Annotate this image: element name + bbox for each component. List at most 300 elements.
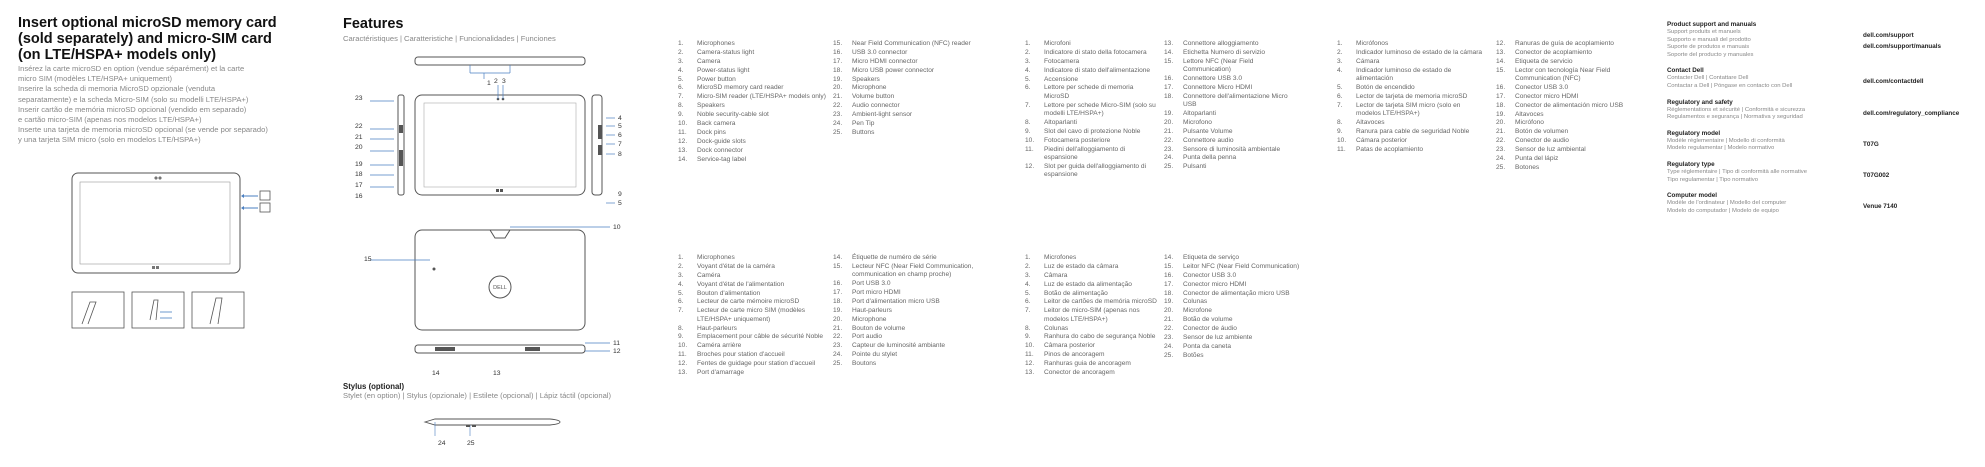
list-item — [1164, 316, 1314, 324]
list-item — [1164, 307, 1314, 315]
list-item-number: 8. — [1025, 324, 1031, 332]
list-item-number: 20. — [1496, 119, 1506, 127]
info-section-value[interactable]: T07G — [1863, 140, 1879, 148]
list-item-number: 4. — [678, 66, 684, 74]
list-item-text: Haut-parleurs — [697, 324, 737, 332]
info-section-value[interactable]: T07G002 — [1863, 171, 1890, 179]
list-item-number: 25. — [833, 128, 843, 136]
info-section-value[interactable]: dell.com/support — [1863, 32, 1914, 39]
list-item-text: Conector micro HDMI — [1515, 92, 1579, 100]
list-item-text: Volume button — [852, 93, 895, 101]
insert-illustration — [60, 170, 280, 330]
list-item-text: Colunas — [1183, 298, 1208, 306]
list-item-number: 11. — [678, 351, 687, 359]
list-item — [1025, 76, 1160, 84]
list-item-number: 25. — [1164, 351, 1174, 359]
list-item-number: 12. — [1025, 360, 1035, 368]
list-item — [833, 58, 983, 66]
list-item-number: 9. — [678, 111, 684, 119]
list-item — [1164, 93, 1299, 110]
info-section — [1667, 191, 1972, 215]
list-item — [1164, 334, 1314, 342]
list-item — [1025, 58, 1160, 66]
list-item-text: Boutons — [852, 360, 877, 368]
callout-1: 1 — [487, 80, 491, 87]
list-item-number: 13. — [1496, 48, 1506, 56]
info-section — [1667, 98, 1972, 122]
list-item — [833, 289, 983, 297]
translation-line: Insérez la carte microSD en option (vendue séparément) et la carte — [18, 64, 245, 73]
insert-title-line-2: (sold separately) and micro-SIM card — [18, 31, 272, 47]
tablet-left-edge — [398, 95, 404, 195]
info-section-title: Computer model — [1667, 192, 1718, 200]
list-item — [1025, 360, 1160, 368]
info-section-title: Product support and manuals — [1667, 21, 1757, 28]
list-item — [1164, 137, 1299, 145]
list-item-text: Conector de ancoragem — [1044, 368, 1115, 376]
list-item-text: Micro-SIM reader (LTE/HSPA+ models only) — [697, 93, 826, 101]
list-item — [1337, 40, 1487, 48]
list-item-number: 5. — [1025, 75, 1031, 83]
list-item-number: 22. — [1164, 325, 1174, 333]
list-item-number: 14. — [678, 155, 688, 163]
list-item-text: Punta del lápiz — [1515, 154, 1559, 162]
info-section-title: Regulatory model — [1667, 129, 1721, 137]
list-item-text: Lecteur de carte mémoire microSD — [697, 298, 800, 306]
list-item-text: Câmara — [1044, 271, 1068, 279]
list-item — [833, 263, 983, 280]
list-item — [1025, 119, 1160, 127]
callout-8: 8 — [618, 151, 622, 158]
list-item — [1164, 325, 1314, 333]
callout-5b: 5 — [618, 200, 622, 207]
features-heading: Features — [343, 16, 404, 32]
list-item — [1025, 369, 1160, 377]
list-item — [678, 84, 828, 92]
list-item-text: Service-tag label — [697, 155, 747, 163]
list-item-number: 13. — [1164, 40, 1174, 47]
list-item-text: Altavoces — [1515, 110, 1544, 118]
callout-21: 21 — [355, 133, 363, 141]
list-item-number: 9. — [678, 333, 684, 341]
list-item — [1337, 119, 1487, 127]
list-item — [1025, 40, 1160, 48]
insert-title-line-3: (on LTE/HSPA+ models only) — [18, 47, 217, 63]
callout-20: 20 — [355, 144, 363, 152]
list-item-number: 10. — [678, 342, 688, 350]
list-item-text: Microfoni — [1044, 40, 1071, 47]
list-item-text: Ambient-light sensor — [852, 111, 913, 119]
list-pt-b — [1164, 254, 1314, 361]
callout-7: 7 — [618, 141, 622, 148]
list-item-number: 4. — [678, 280, 684, 288]
list-item — [833, 307, 983, 315]
list-item — [1025, 102, 1160, 119]
list-item — [1025, 290, 1160, 298]
list-item-number: 24. — [833, 351, 843, 359]
list-item-number: 11. — [1025, 145, 1034, 153]
list-item — [1496, 40, 1646, 48]
list-item-number: 24. — [1496, 154, 1506, 162]
list-item-number: 17. — [1496, 92, 1506, 100]
translation-line: e cartão micro-SIM (apenas nos modelos LTE/HSPA+) — [18, 115, 202, 125]
list-item-text: Botón de encendido — [1356, 83, 1415, 91]
list-item-text: Near Field Communication (NFC) reader — [852, 40, 971, 47]
list-item — [1025, 333, 1160, 341]
stylus-title: Stylus (optional) — [343, 382, 405, 391]
list-item-number: 14. — [1164, 48, 1174, 56]
list-item — [678, 325, 828, 333]
list-item-text: Connettore audio — [1183, 136, 1234, 144]
list-item-number: 21. — [833, 93, 843, 101]
list-item — [833, 93, 983, 101]
list-item-number: 1. — [678, 40, 684, 47]
list-item-text: Haut-parleurs — [852, 306, 892, 314]
info-block — [1667, 20, 1972, 222]
list-item-text: Voyant d'état de l'alimentation — [697, 280, 785, 288]
list-item-text: Lector con tecnología Near Field Communication (NFC) — [1515, 66, 1611, 82]
list-item-number: 2. — [1025, 48, 1031, 56]
svg-text:DELL: DELL — [493, 285, 507, 291]
list-item-text: Connettore alloggiamento — [1183, 40, 1259, 47]
info-section-line: Modelo do computador | Modelo de equipo — [1667, 207, 1779, 214]
list-item-text: Micro USB power connector — [852, 66, 935, 74]
list-item — [833, 254, 983, 262]
list-item — [1164, 75, 1299, 83]
list-es-b — [1496, 40, 1646, 173]
list-item-text: Micrófonos — [1356, 40, 1389, 47]
info-section-value[interactable]: dell.com/regulatory_compliance — [1863, 109, 1960, 117]
callout-4: 4 — [618, 115, 622, 122]
list-item-text: Microphone — [852, 84, 887, 92]
list-item — [833, 360, 983, 368]
list-item — [678, 40, 828, 48]
list-item-text: Altavoces — [1356, 118, 1385, 126]
list-item-text: Microfone — [1183, 307, 1212, 315]
windows-button-icon — [152, 266, 159, 269]
list-item — [833, 280, 983, 288]
list-item — [1496, 155, 1646, 163]
list-item — [1164, 49, 1299, 57]
tablet-front-small — [72, 173, 240, 273]
list-item-number: 25. — [1496, 163, 1506, 171]
callout-2: 2 — [494, 78, 498, 85]
callout-13: 13 — [493, 370, 501, 377]
list-item-number: 23. — [833, 111, 843, 119]
list-item-text: Pen Tip — [852, 120, 875, 128]
list-item-text: Port micro HDMI — [852, 288, 901, 296]
list-item-number: 7. — [1337, 101, 1343, 109]
list-item — [1164, 272, 1314, 280]
list-item-number: 22. — [833, 102, 843, 110]
list-item — [678, 49, 828, 57]
info-section — [1667, 160, 1972, 184]
list-item — [833, 40, 983, 48]
list-item — [1496, 146, 1646, 154]
list-item-text: Lector de tarjeta de memoria microSD — [1356, 92, 1468, 100]
list-item-number: 17. — [833, 288, 843, 296]
list-item-text: Connettore dell'alimentazione Micro USB — [1183, 92, 1288, 109]
list-item-text: Connettore Micro HDMI — [1183, 83, 1253, 91]
list-item-number: 5. — [1337, 83, 1343, 91]
list-item — [1496, 119, 1646, 127]
list-item-text: Microphone — [852, 315, 887, 323]
list-item-text: Microfones — [1044, 254, 1077, 261]
info-section-line: Type réglementaire | Tipo di conformità alle normative — [1667, 168, 1808, 175]
list-item-number: 16. — [833, 280, 843, 288]
list-item-number: 23. — [1164, 334, 1174, 342]
list-item-text: Etiqueta de servicio — [1515, 57, 1573, 65]
list-item-number: 25. — [1164, 163, 1174, 171]
list-item-text: Slot per guida dell'alloggiamento di espansione — [1044, 162, 1147, 178]
list-item-text: Lecteur NFC (Near Field Communication, communication en champ proche) — [852, 262, 974, 279]
list-item — [678, 369, 828, 377]
list-item-text: Conector de áudio — [1183, 325, 1237, 333]
list-item-text: Bouton d'alimentation — [697, 289, 761, 297]
info-section-title: Contact Dell — [1667, 67, 1704, 75]
list-item — [1025, 307, 1160, 324]
list-item-number: 24. — [1164, 342, 1174, 350]
list-item-text: Speakers — [697, 102, 725, 110]
list-item — [1164, 119, 1299, 127]
callout-11: 11 — [613, 340, 621, 347]
list-item-number: 4. — [1337, 66, 1343, 74]
list-item-number: 14. — [1164, 254, 1174, 261]
list-item-text: Port d'amarrage — [697, 368, 745, 376]
callout-3: 3 — [502, 78, 506, 85]
callout-24: 24 — [438, 440, 446, 447]
list-item-number: 18. — [1496, 101, 1506, 109]
list-item-number: 16. — [1164, 271, 1174, 279]
list-item — [678, 93, 828, 101]
info-section-line: Soporte del producto y manuales — [1667, 51, 1754, 58]
list-item-text: Pulsanti — [1183, 163, 1207, 171]
translation-line: y una tarjeta SIM micro (solo en modelos LTE/HSPA+) — [18, 135, 201, 145]
insert-title-line-1: Insert optional microSD memory card — [18, 15, 277, 31]
list-item-text: Port d'alimentation micro USB — [852, 297, 940, 305]
list-item-number: 9. — [1025, 127, 1031, 135]
list-item — [1025, 281, 1160, 289]
list-item — [1164, 146, 1299, 154]
callout-6: 6 — [618, 132, 622, 139]
list-item-number: 10. — [1025, 136, 1035, 144]
list-item-number: 19. — [1164, 109, 1174, 117]
callout-12: 12 — [613, 348, 621, 355]
translation-line: separatamente) e la scheda Micro-SIM (solo su modelli LTE/HSPA+) — [18, 94, 249, 104]
list-item — [1164, 290, 1314, 298]
list-item-text: Botones — [1515, 163, 1540, 171]
callout-19: 19 — [355, 160, 363, 168]
list-item-number: 17. — [1164, 280, 1174, 288]
list-fr-b — [833, 254, 983, 369]
callout-25: 25 — [467, 440, 475, 447]
list-item-number: 16. — [833, 48, 843, 56]
list-item-number: 8. — [678, 324, 684, 332]
list-item — [678, 307, 828, 324]
list-item — [1496, 67, 1646, 84]
list-item — [1164, 254, 1314, 262]
list-item-number: 18. — [1164, 289, 1174, 297]
callout-16: 16 — [355, 192, 363, 200]
list-item-number: 7. — [678, 307, 684, 315]
list-item-number: 20. — [833, 315, 843, 323]
list-item-number: 8. — [1025, 118, 1031, 126]
list-item-number: 2. — [678, 262, 684, 270]
list-item-text: Audio connector — [852, 102, 900, 110]
list-item — [678, 58, 828, 66]
list-item-number: 6. — [678, 84, 684, 92]
callout-18: 18 — [355, 171, 363, 179]
list-item-number: 18. — [833, 66, 843, 74]
info-section — [1667, 66, 1972, 90]
list-item-text: Altoparlanti — [1044, 118, 1077, 126]
list-item-text: Conector USB 3.0 — [1183, 271, 1237, 279]
info-section-title: Regulatory and safety — [1667, 98, 1733, 106]
list-item — [1025, 84, 1160, 101]
list-item — [678, 102, 828, 110]
list-item-text: Noble security-cable slot — [697, 111, 769, 119]
list-item — [678, 272, 828, 280]
list-item-text: Conector de alimentação micro USB — [1183, 289, 1290, 297]
info-section-value-2[interactable]: dell.com/support/manuals — [1863, 43, 1942, 50]
callout-14: 14 — [432, 370, 440, 377]
list-item-number: 11. — [1337, 145, 1346, 153]
list-item — [1025, 146, 1160, 163]
left-callouts — [355, 94, 363, 104]
list-item-text: Microphones — [697, 254, 735, 261]
list-item-number: 5. — [678, 289, 684, 297]
list-item — [1337, 146, 1487, 154]
list-item-text: Conector USB 3.0 — [1515, 83, 1569, 91]
list-item-number: 12. — [1025, 162, 1035, 170]
info-section — [1667, 129, 1972, 153]
list-item-text: Sensor de luz ambiente — [1183, 334, 1253, 342]
list-item-number: 14. — [1496, 57, 1506, 65]
list-item — [833, 49, 983, 57]
list-en-a — [678, 40, 828, 164]
list-item — [1025, 254, 1160, 262]
list-item-number: 21. — [1164, 316, 1174, 324]
list-item — [1337, 93, 1487, 101]
sim-card-icon — [241, 203, 270, 212]
list-item — [1025, 325, 1160, 333]
list-item-text: Dock pins — [697, 128, 726, 136]
list-item-number: 7. — [1025, 307, 1031, 315]
list-item-number: 2. — [678, 48, 684, 56]
list-item — [678, 67, 828, 75]
list-item — [1496, 102, 1646, 110]
list-item — [678, 138, 828, 146]
list-item-text: Microphones — [697, 40, 735, 47]
list-item — [678, 120, 828, 128]
list-item-text: Ranuras de guía de acoplamiento — [1515, 40, 1614, 47]
list-item-number: 15. — [1164, 57, 1174, 65]
list-item-text: Punta della penna — [1183, 154, 1237, 162]
list-item-text: Lector de tarjeta SIM micro (solo en modelos LTE/HSPA+) — [1356, 101, 1461, 117]
list-item — [1337, 128, 1487, 136]
list-item — [678, 111, 828, 119]
list-item-text: Port USB 3.0 — [852, 280, 891, 288]
list-item — [1025, 351, 1160, 359]
list-item-text: Fotocamera posteriore — [1044, 136, 1111, 144]
list-item — [1164, 40, 1299, 48]
list-item — [1496, 137, 1646, 145]
list-item-number: 21. — [833, 324, 843, 332]
microsd-card-icon — [241, 191, 270, 200]
list-item — [1025, 272, 1160, 280]
list-item-number: 3. — [678, 57, 684, 65]
info-section — [1667, 20, 1972, 59]
list-item — [833, 120, 983, 128]
list-fr-a — [678, 254, 828, 378]
list-item — [1164, 58, 1299, 75]
info-section-line: Contactar a Dell | Póngase en contacto con Dell — [1667, 82, 1793, 89]
list-item-number: 13. — [678, 146, 688, 154]
list-item — [1164, 298, 1314, 306]
list-item-text: Camera — [697, 57, 721, 65]
list-item-number: 19. — [833, 75, 843, 83]
info-section-value[interactable]: dell.com/contactdell — [1863, 78, 1924, 86]
list-item-text: Altoparlanti — [1183, 109, 1216, 117]
list-item-text: Indicador luminoso de estado de la cámara — [1356, 48, 1483, 56]
device-diagram — [370, 55, 640, 355]
list-item-number: 11. — [1025, 351, 1034, 359]
list-item — [1337, 49, 1487, 57]
list-item-text: Patas de acoplamiento — [1356, 145, 1424, 153]
list-item-text: Sensore di luminosità ambientale — [1183, 145, 1281, 153]
list-item-number: 7. — [1025, 101, 1031, 109]
list-item — [1496, 128, 1646, 136]
list-item — [678, 351, 828, 359]
list-item — [1025, 163, 1160, 180]
info-section-value[interactable]: Venue 7140 — [1863, 203, 1898, 211]
list-item — [833, 351, 983, 359]
list-item-text: Port audio — [852, 333, 883, 341]
list-item-number: 15. — [1164, 262, 1174, 270]
list-item — [833, 84, 983, 92]
list-item — [1496, 93, 1646, 101]
list-pt-a — [1025, 254, 1160, 378]
list-item — [1164, 128, 1299, 136]
callout-22: 22 — [355, 123, 363, 130]
list-item — [1025, 49, 1160, 57]
list-item-text: Botão de alimentação — [1044, 289, 1108, 297]
list-item-number: 1. — [1025, 40, 1031, 47]
tablet-top-edge — [415, 57, 585, 65]
list-item-text: Piedini dell'alloggiamento di espansione — [1044, 145, 1126, 161]
list-item-text: Connettore USB 3.0 — [1183, 74, 1243, 82]
list-item-number: 15. — [833, 40, 843, 47]
list-item-number: 5. — [1025, 289, 1031, 297]
list-item — [1337, 137, 1487, 145]
list-item — [833, 76, 983, 84]
list-item-number: 1. — [678, 254, 684, 261]
list-item-number: 22. — [833, 333, 843, 341]
list-item — [833, 102, 983, 110]
list-item-text: Pointe du stylet — [852, 351, 898, 359]
list-item-text: Leitor NFC (Near Field Communication) — [1183, 262, 1300, 270]
list-item-number: 6. — [678, 298, 684, 306]
list-item-number: 10. — [678, 120, 688, 128]
callout-10: 10 — [613, 224, 621, 231]
list-item — [1496, 84, 1646, 92]
list-item-text: Micrófono — [1515, 119, 1544, 127]
list-item — [833, 333, 983, 341]
list-item-number: 19. — [1496, 110, 1506, 118]
list-item-number: 7. — [678, 93, 684, 101]
info-section-line: Tipo regulamentar | Tipo normativo — [1667, 176, 1759, 183]
list-item — [1164, 352, 1314, 360]
